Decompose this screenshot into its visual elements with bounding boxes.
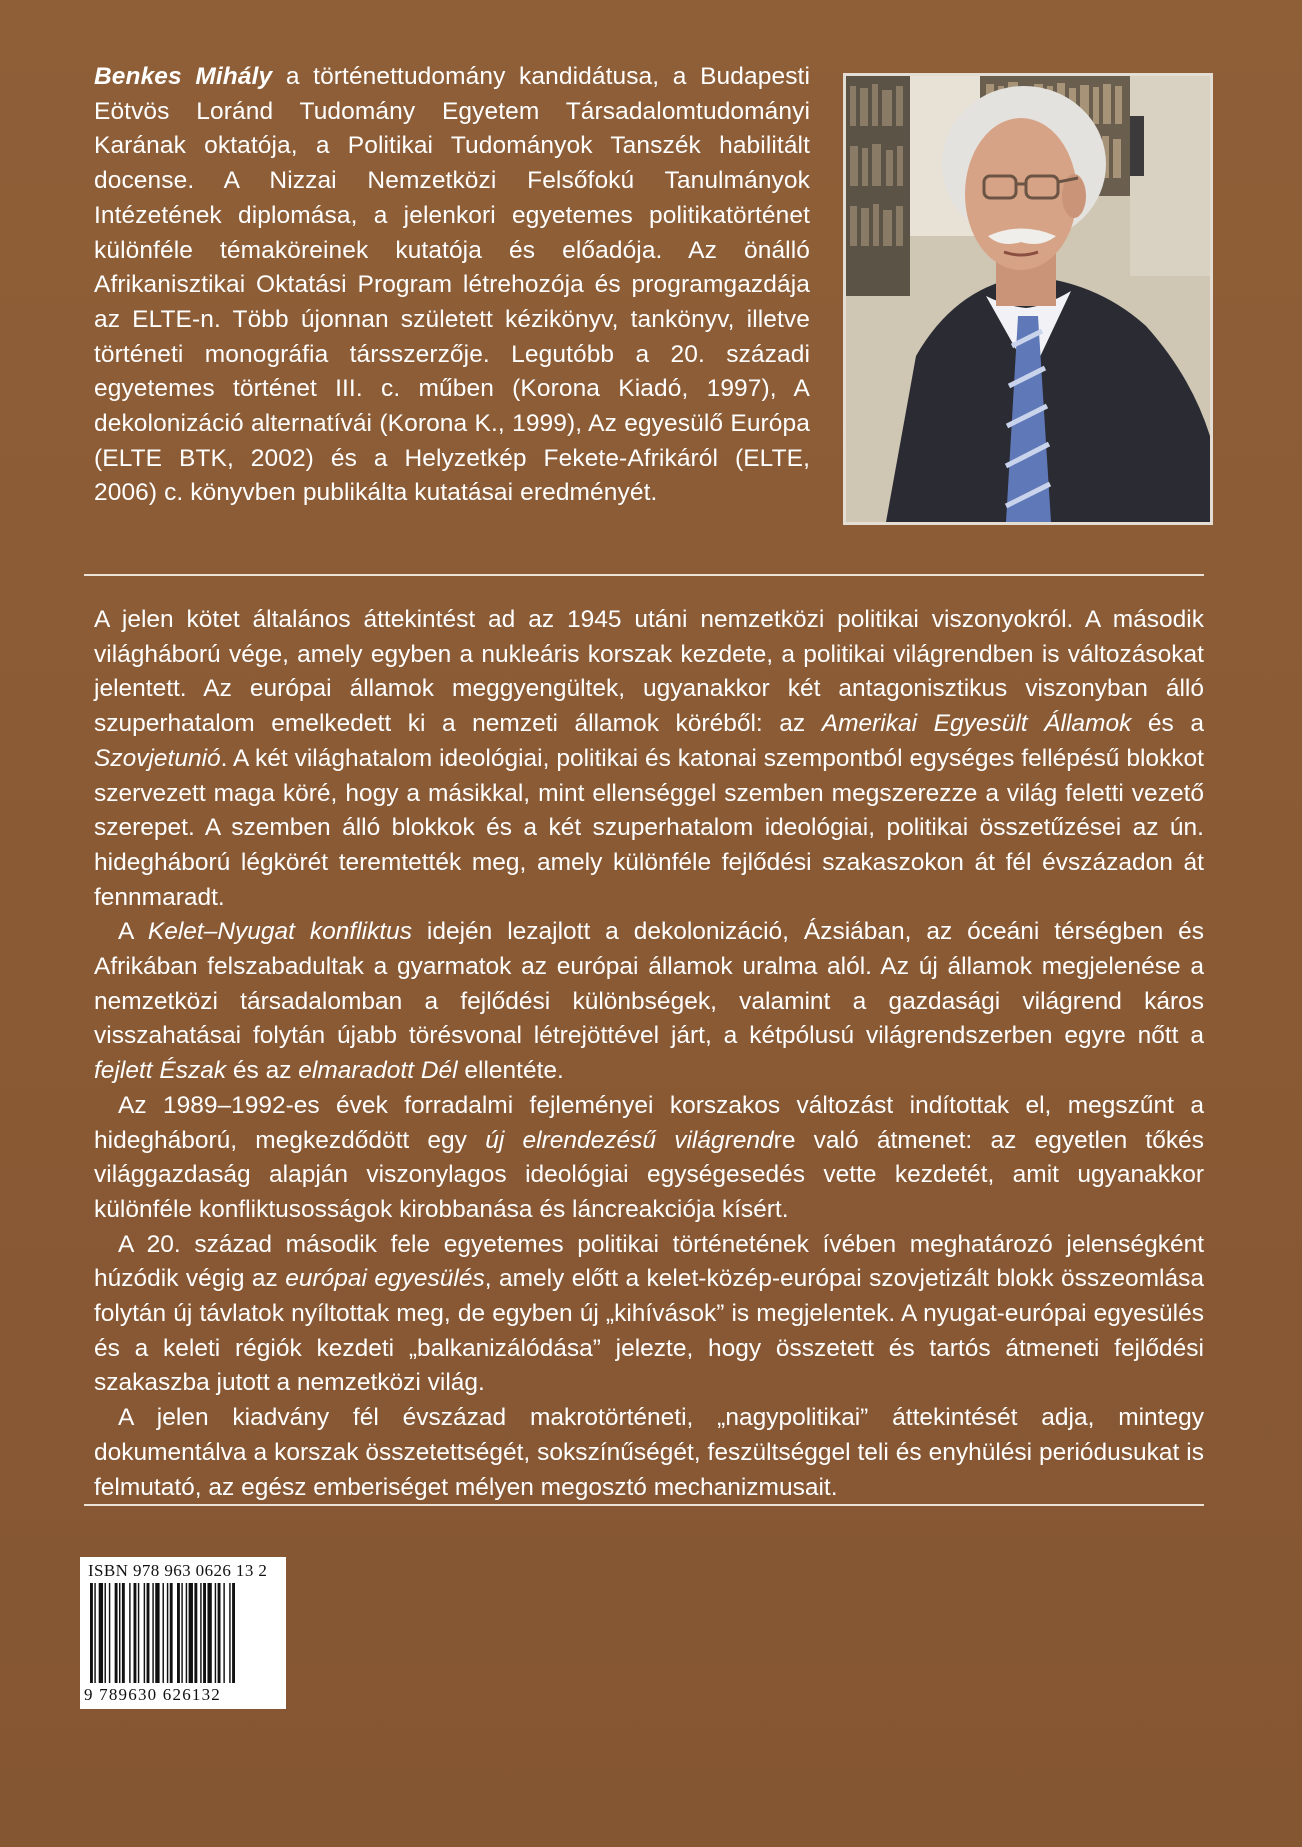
- emphasis-usa: Amerikai Egyesült Államok: [821, 710, 1132, 738]
- paragraph-4-text-a: A 20. század második fele egyetemes politikai történetének ívében meghatározó jelenségként húzódik végig az: [94, 1230, 1204, 1293]
- paragraph-5: A jelen kiadvány fél évszázad makrotörténeti, „nagypolitikai” áttekintését adja, mintegy dokumentálva a korszak összetettségét, sokszínűségét, feszültséggel teli és enyhülési periódusukat is felmutató, az egész emberiséget mélyen megosztó mechanizmusait.: [94, 1404, 1204, 1501]
- paragraph-2: [94, 915, 1204, 1089]
- paragraph-4-text-c: , amely előtt a kelet-közép-európai szovjetizált blokk összeomlása folytán új távlatok nyíltottak meg, de egyben új „kihívások” is megjelentek. A nyugat-európai egyesülés és a keleti régiók kezdeti „balkanizálódása” jelezte, hogy összetett és tartós átmeneti fejlődési szakaszba jutott a nemzetközi világ.: [94, 1265, 1205, 1397]
- paragraph-2-text-g: ellentéte.: [457, 1057, 564, 1085]
- paragraph-3-text-a: Az 1989–1992-es évek forradalmi fejleményei korszakos változást indítottak el, megszűnt a hidegháború, megkezdődött egy: [94, 1091, 1204, 1154]
- paragraph-1-text-c: és a: [1131, 710, 1204, 738]
- author-bio-text: a történettudomány kandidátusa, a Budapesti Eötvös Loránd Tudomány Egyetem Társadalomtudományi Karának oktatója, a Politikai Tudományok Tanszék habilitált docense. A Nizzai Nemzetközi Felsőfokú Tanulmányok Intézetének diplomása, a jelenkori egyetemes politikatörténet különféle témaköreinek kutatója és előadója. Az önálló Afrikanisztikai Oktatási Program létrehozója és programgazdája az ELTE-n. Több újonnan született kézikönyv, tankönyv, illetve történeti monográfia társszerzője. Legutóbb a 20. századi egyetemes történet III. c. műben (Korona Kiadó, 1997), A dekolonizáció alternatívái (Korona K., 1999), Az egyesülő Európa (ELTE BTK, 2002) és a Helyzetkép Fekete-Afrikáról (ELTE, 2006) c. könyvben publikálta kutatásai eredményét.: [94, 63, 810, 507]
- main-description: [94, 603, 1204, 1505]
- emphasis-eu: európai egyesülés: [285, 1265, 485, 1293]
- paragraph-1: [94, 603, 1204, 915]
- paragraph-1-text-a: A jelen kötet általános áttekintést ad az 1945 utáni nemzetközi politikai viszonyokról. A második világháború vége, amely egyben a nukleáris korszak kezdete, a politikai világrendben is változásokat jelentett. Az európai államok meggyengültek, ugyanakkor két antagonisztikus viszonyban álló szuperhatalom emelkedett ki a nemzeti államok köréből: az: [94, 606, 1204, 738]
- barcode-digits: 9 789630 626132: [84, 1685, 221, 1704]
- emphasis-east-west: Kelet–Nyugat konfliktus: [147, 918, 413, 946]
- author-name: Benkes Mihály: [94, 63, 273, 90]
- emphasis-ussr: Szovjetunió: [94, 744, 221, 772]
- paragraph-3: [94, 1089, 1204, 1228]
- barcode: [80, 1557, 286, 1709]
- emphasis-new-order: új elrendezésű világrend: [485, 1126, 774, 1154]
- paragraph-2-text-c: idején lezajlott a dekolonizáció, Ázsiában, az óceáni térségben és Afrikában felszabadultak a gyarmatok az európai államok uralma alól. Az új államok megjelenése a nemzetközi társadalomban a fejlődési különbségek, valamint a gazdasági világrend káros visszahatásai folytán újabb törésvonal létrejöttével járt, a kétpólusú világrendszerben egyre nőtt a: [94, 918, 1204, 1050]
- author-photo: [843, 73, 1213, 525]
- author-bio: [94, 60, 810, 511]
- divider-bottom: [84, 1504, 1204, 1506]
- paragraph-2-text-a: A: [118, 918, 148, 946]
- paragraph-2-text-e: és az: [226, 1057, 299, 1085]
- paragraph-4: [94, 1228, 1204, 1402]
- isbn-label: ISBN 978 963 0626 13 2: [88, 1561, 268, 1580]
- barcode-bars: [90, 1583, 276, 1683]
- emphasis-south: elmaradott Dél: [298, 1057, 458, 1085]
- divider-top: [84, 574, 1204, 576]
- emphasis-north: fejlett Észak: [94, 1057, 227, 1085]
- paragraph-1-text-e: . A két világhatalom ideológiai, politikai és katonai szempontból egységes fellépésű blokkot szervezett maga köré, hogy a másikkal, mint ellenséggel szemben megszerezze a világ feletti vezető szerepet. A szemben álló blokkok és a két szuperhatalom ideológiai, politikai összetűzései az ún. hidegháború légkörét teremtették meg, amely különféle fejlődési szakaszokon át fél évszázadon át fennmaradt.: [94, 744, 1204, 911]
- paragraph-3-text-c: re való átmenet: az egyetlen tőkés világgazdaság alapján viszonylagos ideológiai egységesedés vette kezdetét, amit ugyanakkor különféle konfliktusosságok kirobbanása és láncreakciója kísért.: [94, 1126, 1204, 1223]
